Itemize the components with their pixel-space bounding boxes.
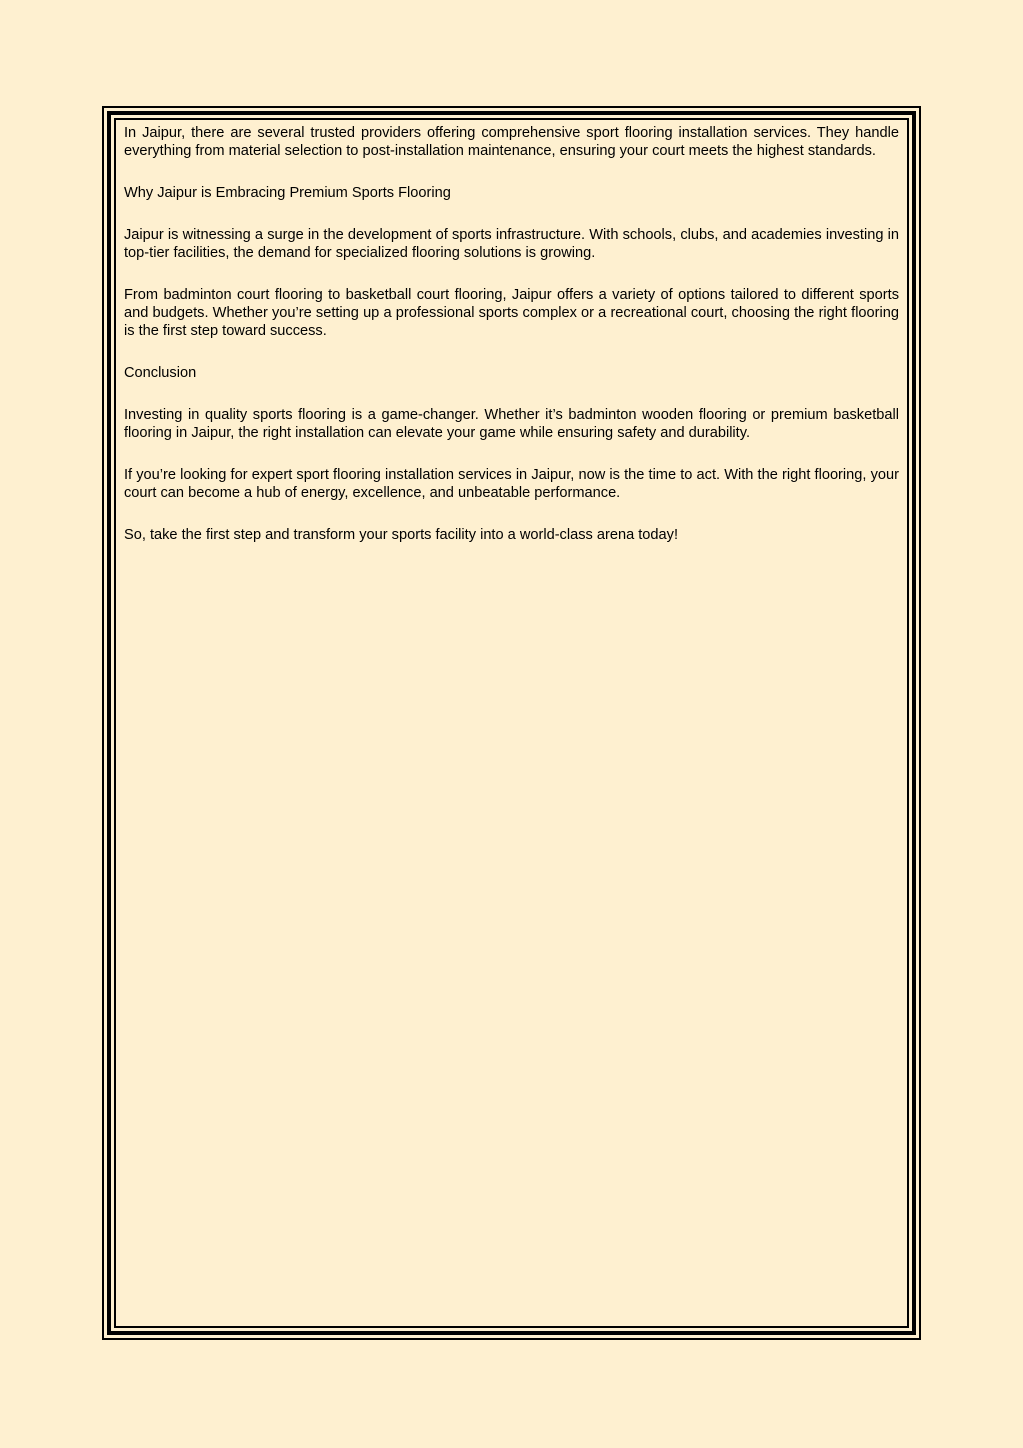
document-body <box>124 124 899 568</box>
closing-paragraph: So, take the first step and transform your sports facility into a world-class arena today! <box>124 527 678 543</box>
conclusion-paragraph: Investing in quality sports flooring is a game-changer. Whether it’s badminton wooden flooring or premium basketball flooring in Jaipur, the right installation can elevate your game while ensuring safety and durability. <box>124 407 899 441</box>
options-paragraph: From badminton court flooring to basketball court flooring, Jaipur offers a variety of options tailored to different sports and budgets. Whether you’re setting up a professional sports complex or a recreational court, choosing the right flooring is the first step toward success. <box>124 287 899 339</box>
infrastructure-paragraph: Jaipur is witnessing a surge in the development of sports infrastructure. With schools, clubs, and academies investing in top-tier facilities, the demand for specialized flooring solutions is growing. <box>124 227 899 261</box>
section-heading-why-jaipur: Why Jaipur is Embracing Premium Sports Flooring <box>124 185 451 201</box>
intro-paragraph: In Jaipur, there are several trusted providers offering comprehensive sport flooring installation services. They handle everything from material selection to post-installation maintenance, ensuring your court meets the highest standards. <box>124 125 899 159</box>
section-heading-conclusion: Conclusion <box>124 365 197 381</box>
call-to-action-paragraph: If you’re looking for expert sport flooring installation services in Jaipur, now is the time to act. With the right flooring, your court can become a hub of energy, excellence, and unbeatable performance. <box>124 467 899 501</box>
